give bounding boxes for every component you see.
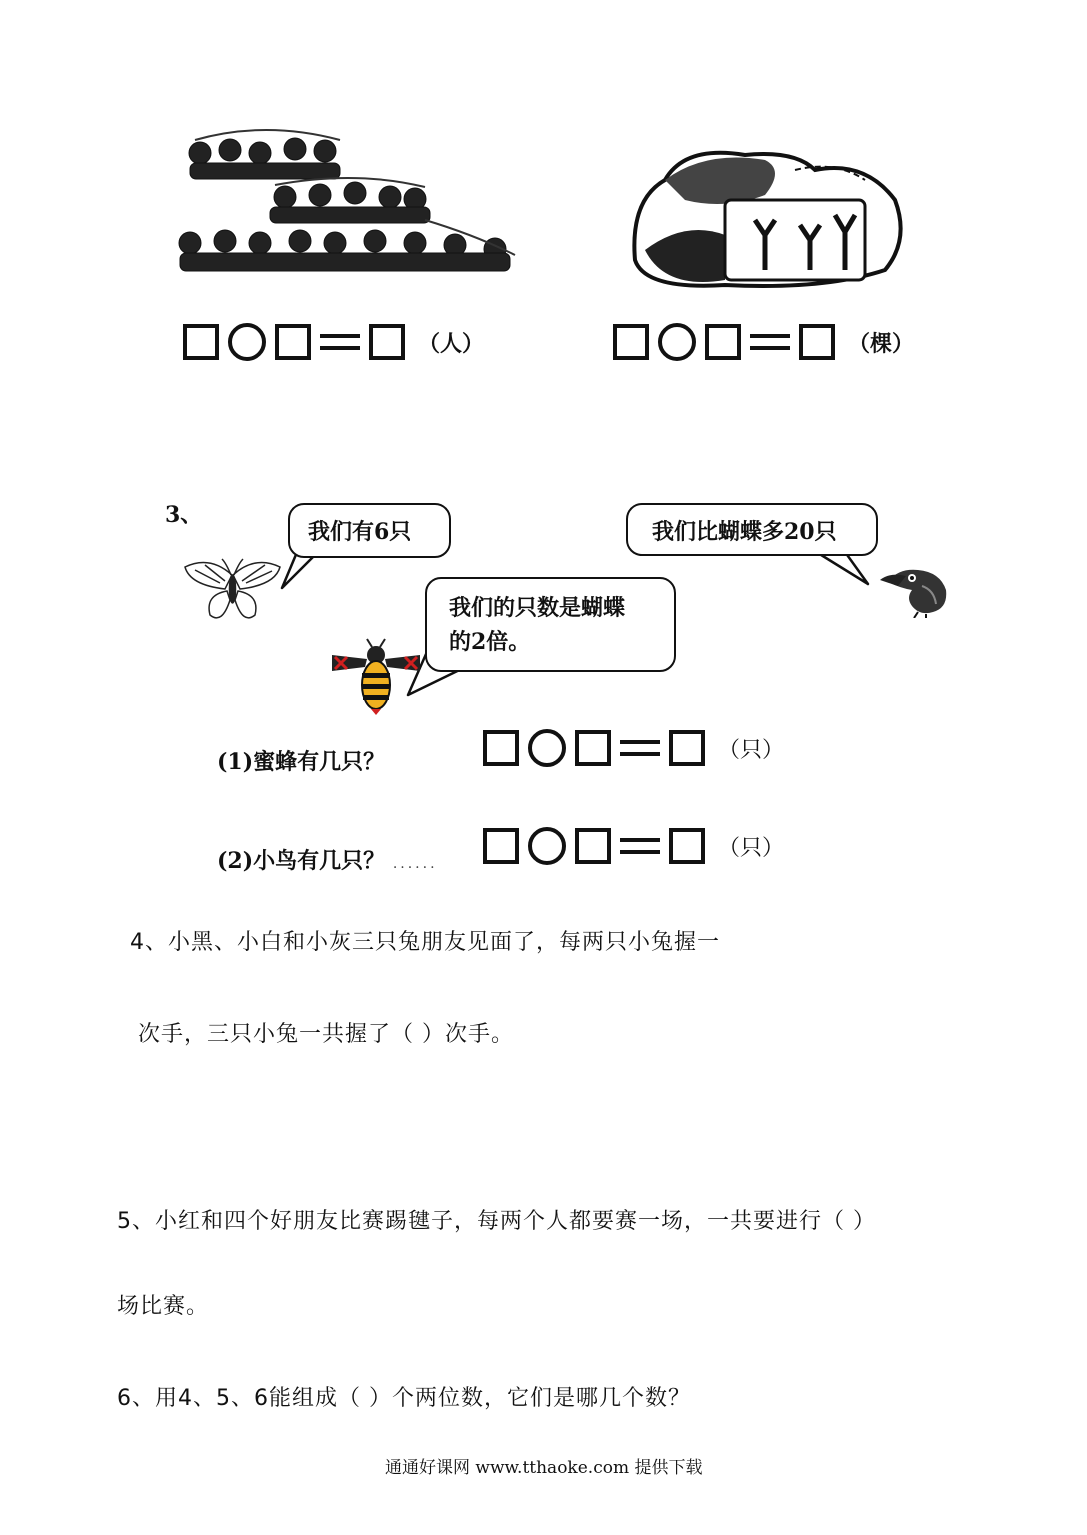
bee-speech-bubble (425, 577, 676, 672)
download-footer: 通通好课网 www.tthaoke.com 提供下载 (385, 1458, 703, 1478)
operator-circle[interactable] (658, 323, 696, 361)
answer-box[interactable] (183, 324, 219, 360)
question-4-line-1: 4、小黑、小白和小灰三只兔朋友见面了，每两只小兔握一 (130, 930, 720, 955)
answer-box[interactable] (483, 730, 519, 766)
children-group-picture (175, 125, 530, 285)
question-5-line-1: 5、小红和四个好朋友比赛踢毽子，每两个人都要赛一场，一共要进行（ ） (117, 1209, 876, 1234)
question-3-sub-1: (1)蜜蜂有几只？ (217, 749, 386, 775)
bird-icon (878, 560, 950, 618)
question-5-line-2: 场比赛。 (117, 1294, 210, 1319)
equals-sign (750, 332, 790, 352)
bird-speech-bubble (626, 503, 878, 556)
operator-circle[interactable] (228, 323, 266, 361)
question-3-number: 3、 (165, 502, 203, 528)
equals-sign (320, 332, 360, 352)
bee-icon (327, 637, 425, 715)
equation-trees (613, 323, 914, 361)
question-3-sub-2 (217, 844, 438, 875)
question-3-sub-2-dots: ...... (392, 856, 438, 872)
equals-sign (620, 836, 660, 856)
equation-birds (483, 827, 784, 865)
answer-box[interactable] (483, 828, 519, 864)
answer-box[interactable] (669, 730, 705, 766)
equation-bees (483, 729, 784, 767)
bee-speech-line-2: 的2倍。 (449, 629, 531, 655)
bee-speech-line-1: 我们的只数是蝴蝶 (449, 595, 626, 621)
bird-speech-text: 我们比蝴蝶多20只 (652, 519, 837, 545)
answer-box[interactable] (705, 324, 741, 360)
unit-people: （人） (418, 330, 485, 357)
operator-circle[interactable] (528, 729, 566, 767)
question-6-line-1: 6、用4、5、6能组成（ ）个两位数，它们是哪几个数？ (117, 1386, 691, 1411)
answer-box[interactable] (613, 324, 649, 360)
question-4-line-2: 次手，三只小兔一共握了（ ）次手。 (138, 1022, 514, 1047)
butterfly-icon (180, 555, 285, 627)
answer-box[interactable] (369, 324, 405, 360)
answer-box[interactable] (799, 324, 835, 360)
elephant-trees-picture (625, 140, 905, 290)
butterfly-speech-bubble (288, 503, 451, 558)
equals-sign (620, 738, 660, 758)
answer-box[interactable] (275, 324, 311, 360)
answer-box[interactable] (669, 828, 705, 864)
unit-trees: （棵） (848, 330, 915, 357)
answer-box[interactable] (575, 828, 611, 864)
equation-people (183, 323, 484, 361)
unit-birds: （只） (718, 835, 785, 861)
operator-circle[interactable] (528, 827, 566, 865)
question-3-sub-2-text: (2)小鸟有几只？ (217, 848, 386, 874)
unit-bees: （只） (718, 737, 785, 763)
answer-box[interactable] (575, 730, 611, 766)
butterfly-speech-text: 我们有6只 (308, 519, 412, 545)
